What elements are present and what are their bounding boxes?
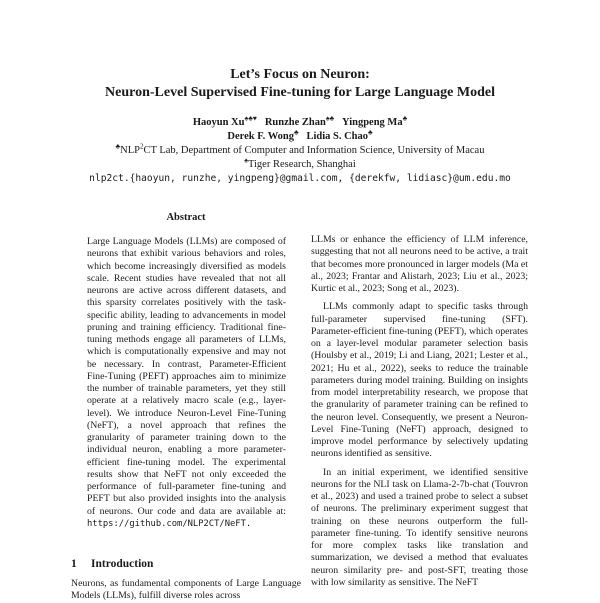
affiliation-2 [0,158,600,172]
affiliation-mark: ♣ [115,142,121,151]
section-title: Introduction [91,558,154,570]
author-line1 [0,116,600,130]
author-mark: ♠♣ [325,114,335,123]
paper-title-line2: Neuron-Level Supervised Fine-tuning for Large Language Model [105,85,495,100]
author-name: Yingpeng Ma [342,117,403,128]
affiliation-mark: ♠ [244,156,248,165]
author-name: Derek F. Wong [227,131,294,142]
author-mark: ♣ [402,114,408,123]
paragraph: LLMs commonly adapt to specific tasks through full-parameter supervised fine-tuning (SFT). Parameter-efficient fine-tuning (PEFT), which operates on a layer-level modular parameter selection basis (Houlsby et al., 2019; Li and Liang, 2021; Lester et al., 2021; Hu et al., 2022), seeks to reduce the trainable parameters during model training. Building on insights from model interpretability research, we propose that the granularity of parameter training can be refined to the neuron level. Consequently, we present a Neuron-Level Fine-Tuning (NeFT) approach, designed to improve model performance by selectively updating neurons identified as sensitive. [311,301,528,460]
author-name: Haoyun Xu [192,117,245,128]
paper-title-line1: Let’s Focus on Neuron: [230,67,370,82]
code-url-link[interactable]: https://github.com/NLP2CT/NeFT. [87,518,252,529]
author-name: Lidia S. Chao [306,131,369,142]
author-mark: ♠♣♥ [244,114,257,123]
abstract-heading: Abstract [166,212,206,223]
affiliation-1 [0,144,600,158]
author-emails: nlp2ct.{haoyun, runzhe, yingpeng}@gmail.com, {derekfw, lidiasc}@um.edu.mo [89,173,511,184]
abstract-text: Large Language Models (LLMs) are composed of neurons that exhibit various behaviors and roles, which become increasingly diversified as models scale. Recent studies have revealed that not all neurons are active across different datasets, and this sparsity correlates positively with the task-specific ability, leading to advancements in model pruning and training efficiency. Traditional fine-tuning methods engage all parameters of LLMs, which is computationally expensive and may not be necessary. In contrast, Parameter-Efficient Fine-Tuning (PEFT) approaches aim to minimize the number of trainable parameters, yet they still operate at a relatively macro scale (e.g., layer-level). We introduce Neuron-Level Fine-Tuning (NeFT), a novel approach that refines the granularity of parameter training down to the individual neuron, enabling a more parameter-efficient fine-tuning model. The experimental results show that NeFT not only exceeded the performance of full-parameter fine-tuning and PEFT but also provided insights into the analysis of neurons. Our code and data are available at: [87,236,286,517]
author-mark: ♣ [293,128,299,137]
author-line2 [0,130,600,144]
paragraph: LLMs or enhance the efficiency of LLM inference, suggesting that not all neurons need to be active, a trait that becomes more pronounced in larger models (Ma et al., 2023; Frantar and Alistarh, 2023; Liu et al., 2023; Kurtic et al., 2023; Song et al., 2023). [311,234,528,294]
intro-paragraph: Neurons, as fundamental components of Large Language Models (LLMs), fulfill diverse roles across [71,578,301,602]
section-heading [71,558,301,570]
paragraph: In an initial experiment, we identified sensitive neurons for the NLI task on Llama-2-7b-chat (Touvron et al., 2023) and used a trained probe to select a subset of neurons. The preliminary experiment suggest that training on these neurons outperform the full-parameter fine-tuning. To identify sensitive neurons for more complex tasks like translation and summarization, we devised a method that evaluates neuron similarity pre- and post-SFT, treating those with low similarity as sensitive. The NeFT [311,466,528,588]
author-name: Runzhe Zhan [264,117,326,128]
section-number: 1 [71,558,77,570]
abstract-body [87,236,286,530]
affiliation-text: Tiger Research, Shanghai [247,159,356,170]
affiliation-text: CT Lab, Department of Computer and Information Science, University of Macau [143,145,485,156]
right-column [311,234,528,589]
affiliation-text: NLP [120,145,140,156]
affiliation-superscript: 2 [139,142,144,151]
author-mark: ♣ [368,128,373,137]
